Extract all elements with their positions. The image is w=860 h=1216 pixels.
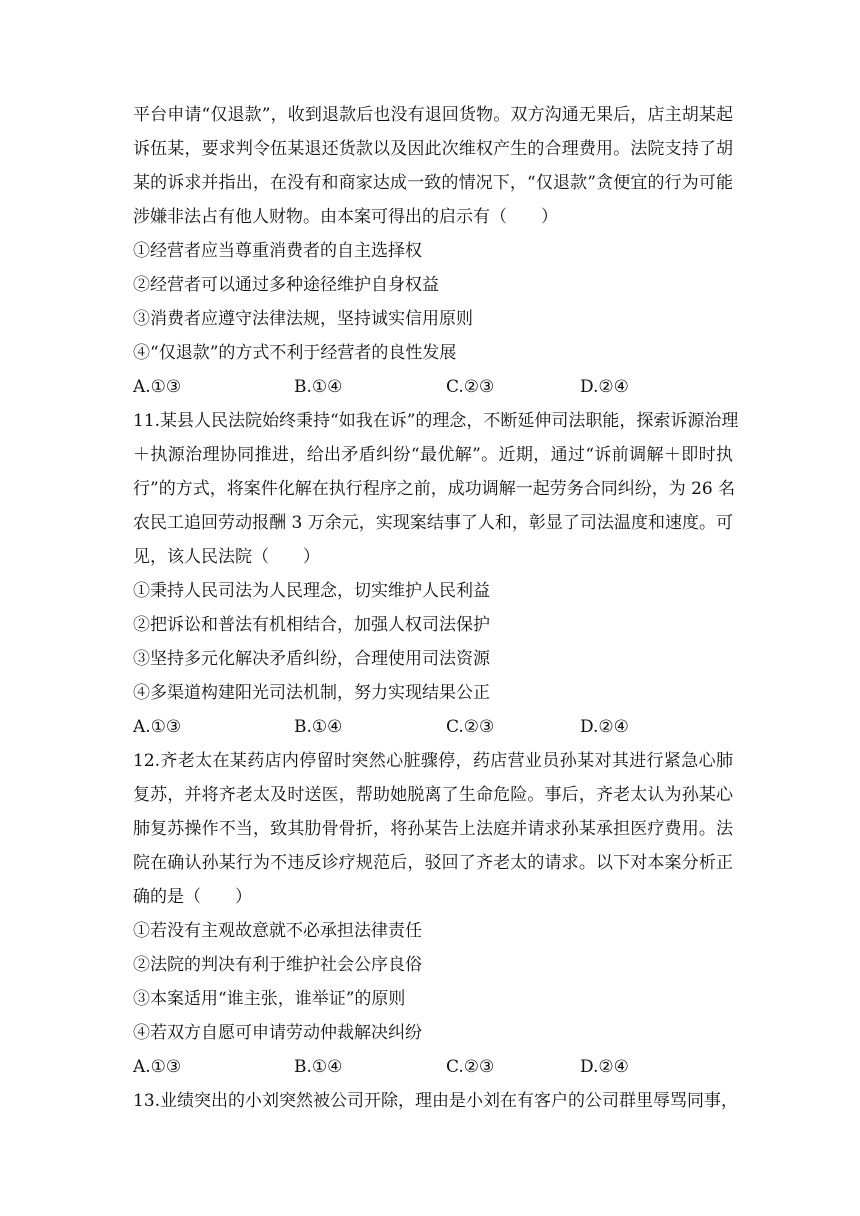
q11-stem-line-3: 行”的方式，将案件化解在执行程序之前，成功调解一起劳务合同纠纷，为 26 名 <box>133 479 736 499</box>
q11-stem-line-1: 11.某县人民法院始终秉持“如我在诉”的理念，不断延伸司法职能，探索诉源治理 <box>133 411 739 431</box>
q12-stem-line-4: 院在确认孙某行为不违反诊疗规范后，驳回了齐老太的请求。以下对本案分析正 <box>133 853 733 873</box>
q12-choice-c: C.②③ <box>446 1057 495 1077</box>
q12-item-3: ③本案适用“谁主张，谁举证”的原则 <box>133 989 406 1009</box>
q10-stem-line-4: 涉嫌非法占有他人财物。由本案可得出的启示有（ ） <box>133 207 558 227</box>
q10-choice-a: A.①③ <box>133 377 182 397</box>
q12-stem-line-1: 12.齐老太在某药店内停留时突然心脏骤停，药店营业员孙某对其进行紧急心肺 <box>133 751 733 771</box>
q11-item-3: ③坚持多元化解决矛盾纠纷，合理使用司法资源 <box>133 649 490 669</box>
q11-item-1: ①秉持人民司法为人民理念，切实维护人民利益 <box>133 581 490 601</box>
q12-stem-line-5: 确的是（ ） <box>133 887 252 907</box>
q11-choice-a: A.①③ <box>133 717 182 737</box>
q10-item-4: ④“仅退款”的方式不利于经营者的良性发展 <box>133 343 457 363</box>
q12-item-2: ②法院的判决有利于维护社会公序良俗 <box>133 955 422 975</box>
q10-item-2: ②经营者可以通过多种途径维护自身权益 <box>133 275 439 295</box>
q12-choice-a: A.①③ <box>133 1057 182 1077</box>
q11-choice-b: B.①④ <box>294 717 343 737</box>
q12-choice-b: B.①④ <box>294 1057 343 1077</box>
q10-choice-c: C.②③ <box>446 377 495 397</box>
q12-stem-line-3: 肺复苏操作不当，致其肋骨骨折，将孙某告上法庭并请求孙某承担医疗费用。法 <box>133 819 733 839</box>
q10-stem-line-2: 诉伍某，要求判令伍某退还货款以及因此次维权产生的合理费用。法院支持了胡 <box>133 139 733 159</box>
q10-stem-line-1: 平台申请“仅退款”，收到退款后也没有退回货物。双方沟通无果后，店主胡某起 <box>133 105 733 125</box>
q10-item-3: ③消费者应遵守法律法规，坚持诚实信用原则 <box>133 309 473 329</box>
q10-item-1: ①经营者应当尊重消费者的自主选择权 <box>133 241 422 261</box>
q11-item-4: ④多渠道构建阳光司法机制，努力实现结果公正 <box>133 683 490 703</box>
q10-choice-d: D.②④ <box>580 377 629 397</box>
q12-item-1: ①若没有主观故意就不必承担法律责任 <box>133 921 422 941</box>
q13-stem-line-1: 13.业绩突出的小刘突然被公司开除，理由是小刘在有客户的公司群里辱骂同事， <box>133 1091 739 1111</box>
q11-choice-d: D.②④ <box>580 717 629 737</box>
q11-item-2: ②把诉讼和普法有机相结合，加强人权司法保护 <box>133 615 490 635</box>
q12-stem-line-2: 复苏，并将齐老太及时送医，帮助她脱离了生命危险。事后，齐老太认为孙某心 <box>133 785 733 805</box>
q11-stem-line-2: ＋执源治理协同推进，给出矛盾纠纷“最优解”。近期，通过“诉前调解＋即时执 <box>133 445 733 465</box>
q10-choice-b: B.①④ <box>294 377 343 397</box>
q11-stem-line-4: 农民工追回劳动报酬 3 万余元，实现案结事了人和，彰显了司法温度和速度。可 <box>133 513 733 533</box>
q12-item-4: ④若双方自愿可申请劳动仲裁解决纠纷 <box>133 1023 422 1043</box>
q10-stem-line-3: 某的诉求并指出，在没有和商家达成一致的情况下，“仅退款”贪便宜的行为可能 <box>133 173 733 193</box>
q11-stem-line-5: 见，该人民法院（ ） <box>133 547 320 567</box>
q12-choice-d: D.②④ <box>580 1057 629 1077</box>
q11-choice-c: C.②③ <box>446 717 495 737</box>
